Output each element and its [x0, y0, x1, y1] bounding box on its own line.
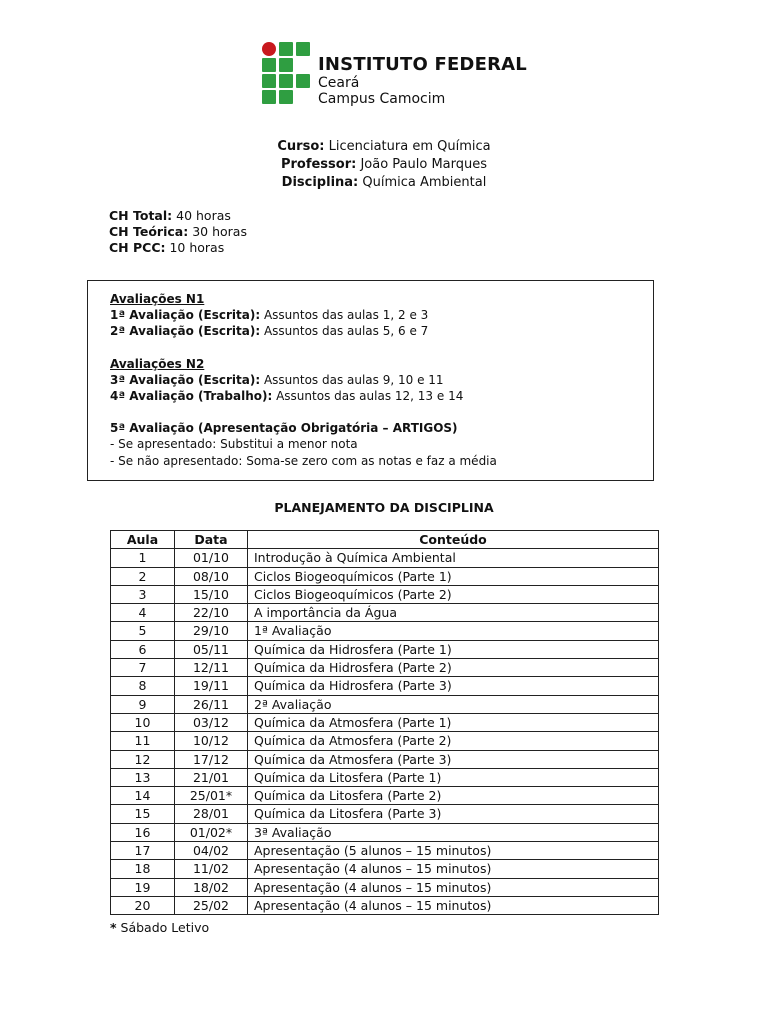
table-row	[111, 640, 659, 658]
conteudo-cell: Ciclos Biogeoquímicos (Parte 1)	[248, 567, 659, 585]
data-cell: 22/10	[175, 604, 248, 622]
evaluations-box	[87, 280, 654, 481]
table-row	[111, 549, 659, 567]
discipline-label: Disciplina:	[281, 175, 359, 190]
table-header-row	[111, 531, 659, 549]
course-info	[0, 138, 768, 192]
data-cell: 17/12	[175, 750, 248, 768]
column-header: Data	[175, 531, 248, 549]
table-row	[111, 896, 659, 914]
ch-total-label: CH Total:	[109, 208, 173, 223]
ch-teorica-label: CH Teórica:	[109, 224, 189, 239]
aula-cell: 16	[111, 823, 175, 841]
conteudo-cell: Introdução à Química Ambiental	[248, 549, 659, 567]
data-cell: 19/11	[175, 677, 248, 695]
conteudo-cell: Apresentação (5 alunos – 15 minutos)	[248, 842, 659, 860]
table-row	[111, 622, 659, 640]
conteudo-cell: 1ª Avaliação	[248, 622, 659, 640]
column-header: Aula	[111, 531, 175, 549]
n1-item-label: 2ª Avaliação (Escrita):	[110, 324, 261, 339]
table-row	[111, 860, 659, 878]
table-row	[111, 659, 659, 677]
fifth-eval-title	[110, 420, 497, 436]
table-row	[111, 713, 659, 731]
conteudo-cell: Química da Litosfera (Parte 3)	[248, 805, 659, 823]
aula-cell: 20	[111, 896, 175, 914]
conteudo-cell: Apresentação (4 alunos – 15 minutos)	[248, 878, 659, 896]
data-cell: 04/02	[175, 842, 248, 860]
data-cell: 03/12	[175, 713, 248, 731]
data-cell: 26/11	[175, 695, 248, 713]
table-row	[111, 750, 659, 768]
table-row	[111, 585, 659, 603]
schedule-table	[110, 530, 659, 915]
n2-item-label: 4ª Avaliação (Trabalho):	[110, 389, 273, 404]
aula-cell: 12	[111, 750, 175, 768]
aula-cell: 10	[111, 713, 175, 731]
aula-cell: 17	[111, 842, 175, 860]
table-row	[111, 878, 659, 896]
aula-cell: 13	[111, 768, 175, 786]
footnote-text: Sábado Letivo	[116, 920, 210, 935]
course-line	[0, 138, 768, 156]
footnote-star: *	[110, 920, 117, 935]
ch-teorica-value: 30 horas	[188, 224, 247, 239]
data-cell: 25/02	[175, 896, 248, 914]
n1-item	[110, 323, 497, 339]
conteudo-cell: Ciclos Biogeoquímicos (Parte 2)	[248, 585, 659, 603]
conteudo-cell: 2ª Avaliação	[248, 695, 659, 713]
aula-cell: 8	[111, 677, 175, 695]
aula-cell: 9	[111, 695, 175, 713]
conteudo-cell: Química da Atmosfera (Parte 1)	[248, 713, 659, 731]
n2-item-value: Assuntos das aulas 12, 13 e 14	[272, 389, 464, 404]
aula-cell: 14	[111, 787, 175, 805]
n2-item-label: 3ª Avaliação (Escrita):	[110, 372, 261, 387]
table-row	[111, 677, 659, 695]
professor-value: João Paulo Marques	[356, 157, 488, 172]
data-cell: 12/11	[175, 659, 248, 677]
n1-title: Avaliações N1	[110, 292, 205, 306]
discipline-value: Química Ambiental	[358, 175, 487, 190]
conteudo-cell: Química da Hidrosfera (Parte 2)	[248, 659, 659, 677]
conteudo-cell: Apresentação (4 alunos – 15 minutos)	[248, 860, 659, 878]
aula-cell: 15	[111, 805, 175, 823]
n2-item	[110, 388, 497, 404]
conteudo-cell: Química da Atmosfera (Parte 3)	[248, 750, 659, 768]
data-cell: 11/02	[175, 860, 248, 878]
professor-label: Professor:	[280, 157, 357, 172]
plan-title: PLANEJAMENTO DA DISCIPLINA	[274, 500, 494, 515]
aula-cell: 1	[111, 549, 175, 567]
data-cell: 01/02*	[175, 823, 248, 841]
table-row	[111, 768, 659, 786]
table-row	[111, 805, 659, 823]
professor-line	[0, 156, 768, 174]
n1-item-value: Assuntos das aulas 1, 2 e 3	[260, 308, 429, 323]
data-cell: 21/01	[175, 768, 248, 786]
data-cell: 10/12	[175, 732, 248, 750]
n2-title: Avaliações N2	[110, 356, 205, 371]
aula-cell: 3	[111, 585, 175, 603]
data-cell: 29/10	[175, 622, 248, 640]
data-cell: 15/10	[175, 585, 248, 603]
logo-state: Ceará	[318, 75, 360, 91]
data-cell: 28/01	[175, 805, 248, 823]
conteudo-cell: Química da Litosfera (Parte 1)	[248, 768, 659, 786]
logo-campus: Campus Camocim	[318, 91, 446, 107]
discipline-line	[0, 174, 768, 192]
aula-cell: 5	[111, 622, 175, 640]
aula-cell: 2	[111, 567, 175, 585]
conteudo-cell: 3ª Avaliação	[248, 823, 659, 841]
aula-cell: 19	[111, 878, 175, 896]
ch-total-value: 40 horas	[172, 208, 231, 223]
course-value: Licenciatura em Química	[324, 139, 491, 154]
logo-grid-icon	[262, 42, 310, 104]
workload-info	[109, 208, 247, 256]
fifth-eval-line1: - Se apresentado: Substitui a menor nota	[110, 437, 358, 452]
table-row	[111, 695, 659, 713]
data-cell: 25/01*	[175, 787, 248, 805]
column-header: Conteúdo	[248, 531, 659, 549]
conteudo-cell: Química da Hidrosfera (Parte 1)	[248, 640, 659, 658]
n2-item-value: Assuntos das aulas 9, 10 e 11	[260, 372, 444, 387]
table-row	[111, 787, 659, 805]
conteudo-cell: Apresentação (4 alunos – 15 minutos)	[248, 896, 659, 914]
data-cell: 01/10	[175, 549, 248, 567]
table-row	[111, 604, 659, 622]
ch-pcc-value: 10 horas	[165, 240, 225, 255]
n1-item-value: Assuntos das aulas 5, 6 e 7	[260, 324, 429, 339]
footnote	[110, 920, 209, 935]
conteudo-cell: Química da Atmosfera (Parte 2)	[248, 732, 659, 750]
course-label: Curso:	[277, 139, 325, 154]
ch-teorica	[109, 224, 247, 240]
aula-cell: 7	[111, 659, 175, 677]
fifth-eval-title-text: 5ª Avaliação (Apresentação Obrigatória – ARTIGOS)	[110, 421, 458, 436]
table-row	[111, 567, 659, 585]
ch-total	[109, 208, 247, 224]
institution-logo	[262, 42, 527, 107]
data-cell: 18/02	[175, 878, 248, 896]
conteudo-cell: A importância da Água	[248, 604, 659, 622]
aula-cell: 18	[111, 860, 175, 878]
conteudo-cell: Química da Litosfera (Parte 2)	[248, 787, 659, 805]
data-cell: 05/11	[175, 640, 248, 658]
n1-item-label: 1ª Avaliação (Escrita):	[110, 308, 261, 323]
n1-item	[110, 307, 497, 323]
ch-pcc-label: CH PCC:	[109, 240, 166, 255]
aula-cell: 11	[111, 732, 175, 750]
aula-cell: 6	[111, 640, 175, 658]
data-cell: 08/10	[175, 567, 248, 585]
table-row	[111, 842, 659, 860]
fifth-eval-line2: - Se não apresentado: Soma-se zero com as notas e faz a média	[110, 453, 497, 468]
aula-cell: 4	[111, 604, 175, 622]
table-row	[111, 823, 659, 841]
table-row	[111, 732, 659, 750]
n2-item	[110, 372, 497, 388]
conteudo-cell: Química da Hidrosfera (Parte 3)	[248, 677, 659, 695]
ch-pcc	[109, 240, 247, 256]
logo-title: INSTITUTO FEDERAL	[318, 54, 527, 75]
